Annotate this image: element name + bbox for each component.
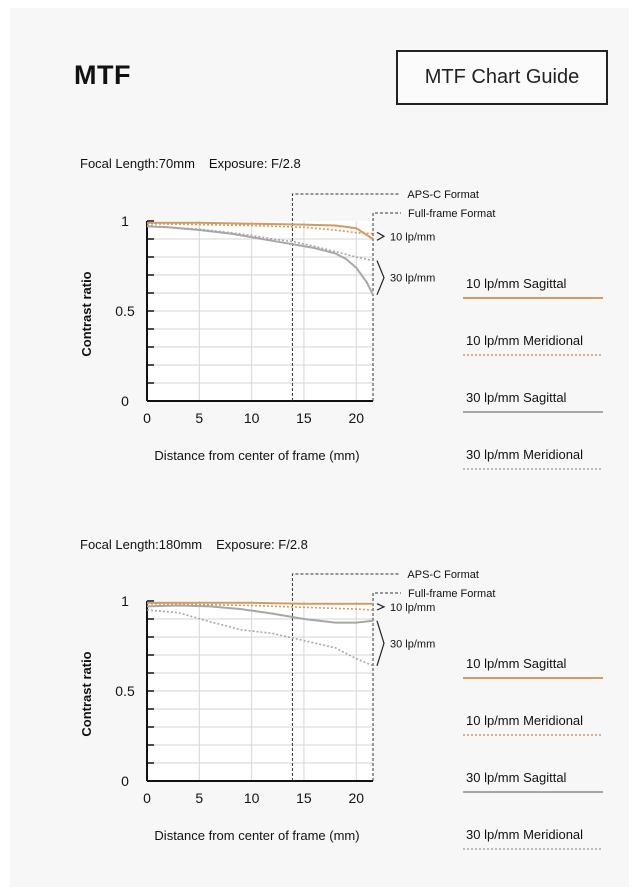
chart-2-focal-length: Focal Length:180mm: [80, 537, 203, 552]
chart-1-x-tick-label: 5: [195, 410, 204, 426]
chart-2-x-axis-title: Distance from center of frame (mm): [154, 828, 360, 843]
chart-1-bracket-30-bracket: [377, 261, 384, 295]
chart-1-aps-c-label: APS-C Format: [407, 189, 479, 201]
chart-2-bracket-10-bracket: [377, 604, 384, 610]
chart-2-legend-label: 10 lp/mm Meridional: [466, 713, 584, 728]
chart-2-full-frame-label: Full-frame Format: [408, 588, 496, 600]
chart-1-focal-length: Focal Length:70mm: [80, 156, 195, 171]
chart-1-legend-label: 30 lp/mm Meridional: [466, 447, 584, 462]
mtf-chart-70mm: [0, 180, 639, 480]
chart-1-full-frame-label: Full-frame Format: [408, 208, 496, 220]
chart-2-bracket-30-label: 30 lp/mm: [390, 638, 436, 651]
chart-2-bracket-30-bracket: [377, 621, 384, 666]
chart-1-x-tick-label: 0: [143, 410, 151, 426]
mtf-chart-180mm: [0, 560, 639, 860]
chart-1-x-tick-label: 15: [296, 410, 312, 426]
page-title: MTF: [74, 60, 131, 90]
chart-2-bracket-10-label: 10 lp/mm: [390, 601, 436, 614]
chart-1-y-tick-label: 1: [121, 213, 129, 229]
chart-1-y-tick-label: 0: [121, 393, 129, 409]
chart-2-legend-label: 10 lp/mm Sagittal: [466, 656, 567, 671]
chart-2-x-tick-label: 20: [348, 790, 365, 806]
chart-2-exposure: Exposure: F/2.8: [216, 537, 308, 552]
chart-2-y-tick-label: 0.5: [115, 683, 135, 699]
chart-1-legend-label: 10 lp/mm Sagittal: [466, 276, 567, 291]
chart-1-settings: [80, 156, 315, 171]
chart-2-y-tick-label: 1: [121, 593, 129, 609]
chart-1-legend-label: 10 lp/mm Meridional: [466, 333, 584, 348]
chart-1-x-axis-title: Distance from center of frame (mm): [154, 448, 360, 463]
chart-1-bracket-30-label: 30 lp/mm: [390, 272, 436, 285]
chart-2-y-axis-title: Contrast ratio: [79, 651, 94, 737]
chart-2-aps-c-label: APS-C Format: [407, 569, 479, 581]
chart-1-legend-label: 30 lp/mm Sagittal: [466, 390, 567, 405]
chart-2-y-tick-label: 0: [121, 773, 129, 789]
chart-2-x-tick-label: 0: [143, 790, 151, 806]
chart-1-exposure: Exposure: F/2.8: [208, 156, 301, 171]
chart-2-legend-label: 30 lp/mm Meridional: [466, 827, 584, 842]
chart-1-y-axis-title: Contrast ratio: [79, 271, 94, 357]
chart-1-bracket-10-bracket: [377, 232, 384, 240]
mtf-chart-guide-button[interactable]: MTF Chart Guide: [396, 50, 608, 105]
chart-1-x-tick-label: 20: [348, 410, 365, 426]
chart-1-x-tick-label: 10: [243, 410, 260, 426]
chart-2-x-tick-label: 5: [195, 790, 204, 806]
chart-2-x-tick-label: 15: [296, 790, 312, 806]
chart-2-legend-label: 30 lp/mm Sagittal: [466, 770, 567, 785]
chart-1-bracket-10-label: 10 lp/mm: [390, 231, 436, 244]
chart-1-y-tick-label: 0.5: [115, 303, 135, 319]
chart-2-x-tick-label: 10: [243, 790, 260, 806]
chart-2-settings: [80, 537, 322, 552]
